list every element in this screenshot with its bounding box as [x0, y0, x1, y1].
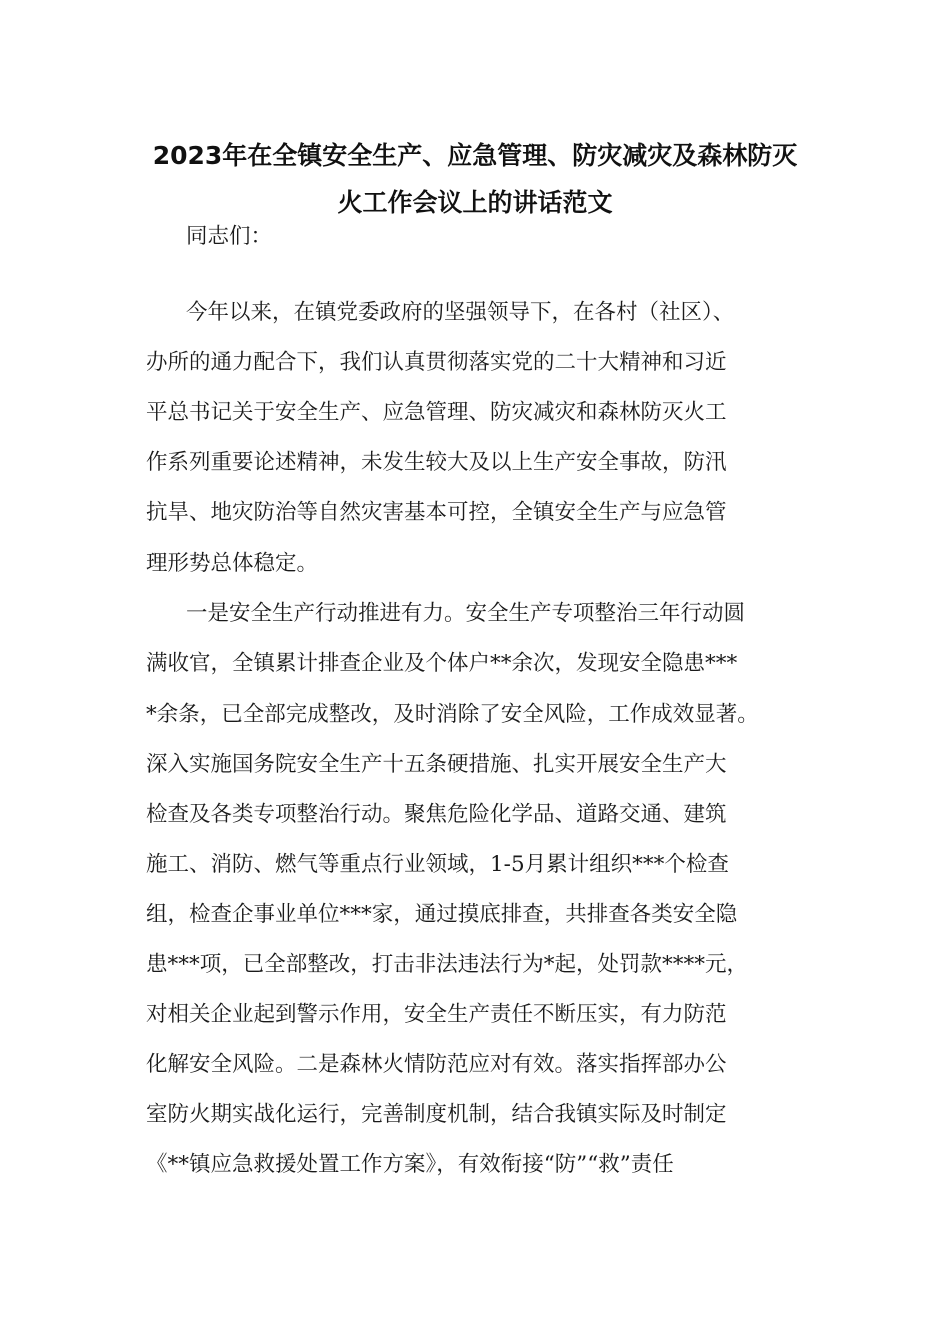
- paragraph-2-line: 组，检查企事业单位***家，通过摸底排查，共排查各类安全隐: [146, 902, 738, 927]
- paragraph-2-line: 满收官，全镇累计排查企业及个体户**余次，发现安全隐患***: [146, 651, 738, 676]
- paragraph-2-line: 检查及各类专项整治行动。聚焦危险化学品、道路交通、建筑: [146, 802, 727, 827]
- paragraph-2-line: 《**镇应急救援处置工作方案》，有效衔接“防”“救”责任: [146, 1152, 674, 1177]
- paragraph-2-line: 化解安全风险。二是森林火情防范应对有效。落实指挥部办公: [146, 1052, 727, 1077]
- paragraph-2-line: 对相关企业起到警示作用，安全生产责任不断压实，有力防范: [146, 1002, 727, 1027]
- paragraph-2-line: *余条，已全部完成整改，及时消除了安全风险，工作成效显著。: [146, 702, 759, 727]
- paragraph-1-line: 理形势总体稳定。: [146, 551, 319, 576]
- document-title-line-1: 2023年在全镇安全生产、应急管理、防灾减灾及森林防灭: [152, 141, 798, 170]
- paragraph-1-line: 今年以来，在镇党委政府的坚强领导下，在各村（社区）、: [186, 300, 735, 325]
- paragraph-1-line: 作系列重要论述精神，未发生较大及以上生产安全事故，防汛: [146, 450, 727, 475]
- salutation: 同志们：: [186, 224, 273, 249]
- paragraph-2-line: 室防火期实战化运行，完善制度机制，结合我镇实际及时制定: [146, 1102, 727, 1127]
- document-title-line-2: 火工作会议上的讲话范文: [337, 188, 613, 217]
- paragraph-2-line: 施工、消防、燃气等重点行业领域，1-5月累计组织***个检查: [146, 852, 729, 877]
- paragraph-2-line: 深入实施国务院安全生产十五条硬措施、扎实开展安全生产大: [146, 752, 727, 777]
- paragraph-1-line: 平总书记关于安全生产、应急管理、防灾减灾和森林防灭火工: [146, 400, 727, 425]
- paragraph-2-line: 一是安全生产行动推进有力。安全生产专项整治三年行动圆: [186, 601, 746, 626]
- paragraph-1-line: 办所的通力配合下，我们认真贯彻落实党的二十大精神和习近: [146, 350, 727, 375]
- paragraph-2-line: 患***项，已全部整改，打击非法违法行为*起，处罚款****元，: [146, 952, 749, 977]
- paragraph-1-line: 抗旱、地灾防治等自然灾害基本可控，全镇安全生产与应急管: [146, 500, 727, 525]
